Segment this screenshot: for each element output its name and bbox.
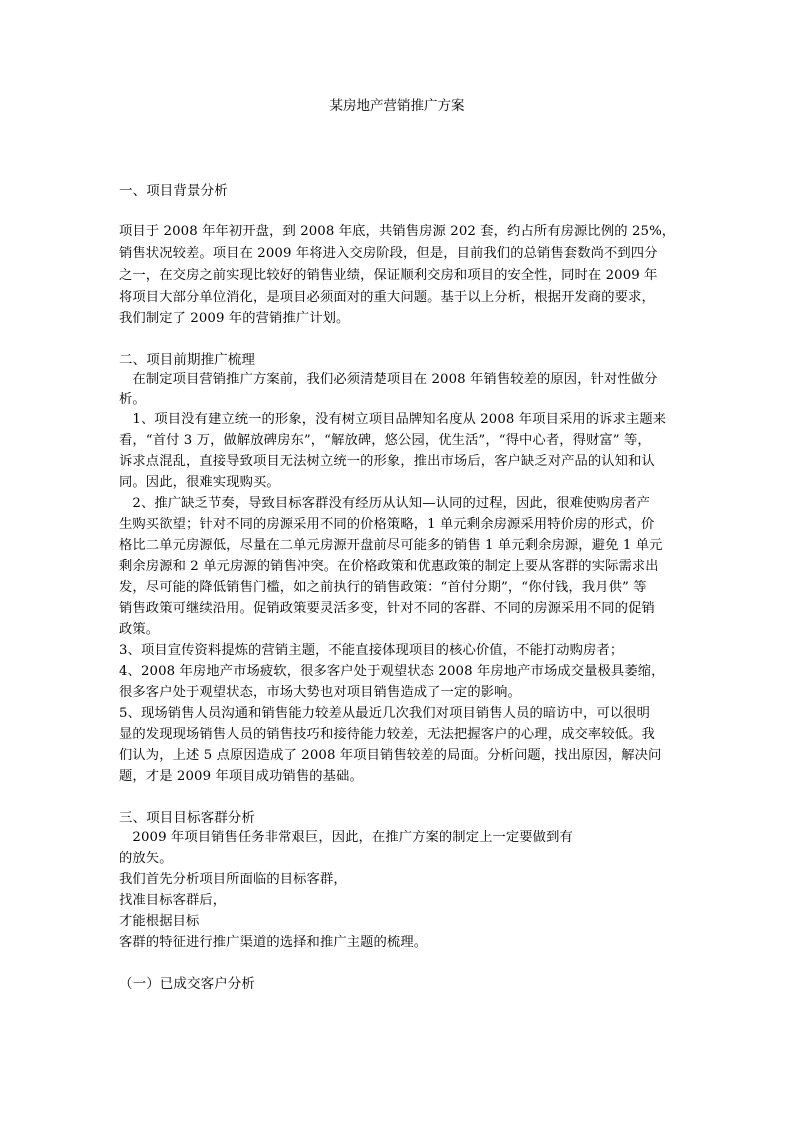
paragraph-line: 题，才是 2009 年项目成功销售的基础。 <box>119 769 363 784</box>
paragraph-line: 格比二单元房源低，尽量在二单元房源开盘前尽可能多的销售 1 单元剩余房源，避免 1 单元 <box>119 538 663 553</box>
paragraph-line: 的放矢。 <box>119 851 173 866</box>
paragraph-line: 销售政策可继续沿用。促销政策要灵活多变，针对不同的客群、不同的房源采用不同的促销 <box>119 601 655 616</box>
paragraph-line: 找准目标客群后， <box>119 893 227 908</box>
paragraph-line: 3、项目宣传资料提炼的营销主题，不能直接体现项目的核心价值，不能打动购房者； <box>119 643 624 658</box>
paragraph-line: 2、推广缺乏节奏，导致目标客群没有经历从认知—认同的过程，因此，很难使购房者产 <box>119 496 651 511</box>
paragraph-line: 发，尽可能的降低销售门槛，如之前执行的销售政策：“首付分期”，“你付钱，我月供” 等 <box>119 580 647 595</box>
paragraph-line: 显的发现现场销售人员的销售技巧和接待能力较差，无法把握客户的心理，成交率较低。我 <box>119 727 655 742</box>
section-heading-background: 一、项目背景分析 <box>119 183 228 199</box>
paragraph-line: 1、项目没有建立统一的形象，没有树立项目品牌知名度从 2008 年项目采用的诉求主题来 <box>119 412 667 427</box>
paragraph-line: 剩余房源和 2 单元房源的销售冲突。在价格政策和优惠政策的制定上要从客群的实际需求出 <box>119 559 659 574</box>
paragraph-line: 之一，在交房之前实现比较好的销售业绩，保证顺利交房和项目的安全性，同时在 2009 年 <box>119 268 658 283</box>
paragraph-line: 诉求点混乱，直接导致项目无法树立统一的形象，推出市场后，客户缺乏对产品的认知和认 <box>119 454 655 469</box>
paragraph-line: 政策。 <box>119 622 160 637</box>
paragraph-line: 生购买欲望；针对不同的房源采用不同的价格策略，1 单元剩余房源采用特价房的形式，价 <box>119 517 655 532</box>
paragraph-line: 我们制定了 2009 年的营销推广计划。 <box>119 311 350 326</box>
paragraph-line: 2009 年项目销售任务非常艰巨，因此，在推广方案的制定上一定要做到有 <box>119 830 573 845</box>
paragraph-line: 析。 <box>119 392 146 407</box>
section-heading-target-customers: 三、项目目标客群分析 <box>119 810 255 826</box>
paragraph-line: 才能根据目标 <box>119 914 200 929</box>
paragraph-line: 将项目大部分单位消化，是项目必须面对的重大问题。基于以上分析，根据开发商的要求， <box>119 290 655 305</box>
paragraph-line: 在制定项目营销推广方案前，我们必须清楚项目在 2008 年销售较差的原因，针对性做分 <box>119 372 658 387</box>
paragraph-line: 4、2008 年房地产市场疲软，很多客户处于观望状态 2008 年房地产市场成交量极具萎缩， <box>119 664 665 679</box>
paragraph-line: 客群的特征进行推广渠道的选择和推广主题的梳理。 <box>119 935 428 950</box>
paragraph-line: 同。因此，很难实现购买。 <box>119 475 280 490</box>
document-title: 某房地产营销推广方案 <box>329 98 465 114</box>
paragraph-line: 很多客户处于观望状态，市场大势也对项目销售造成了一定的影响。 <box>119 685 521 700</box>
paragraph-line: 项目于 2008 年年初开盘，到 2008 年底，共销售房源 202 套，约占所有房源比例的 25%， <box>119 224 676 239</box>
paragraph-line: 5、现场销售人员沟通和销售能力较差从最近几次我们对项目销售人员的暗访中，可以很明 <box>119 706 651 721</box>
paragraph-line: 我们首先分析项目所面临的目标客群， <box>119 872 347 887</box>
paragraph-line: 看，“首付 3 万，做解放碑房东”，“解放碑，悠公园，优生活”，“得中心者，得财富” 等， <box>119 433 651 448</box>
subsection-heading-closed-customers: （一）已成交客户分析 <box>119 976 255 992</box>
paragraph-line: 销售状况较差。项目在 2009 年将进入交房阶段，但是，目前我们的总销售套数尚不到四分 <box>119 246 658 261</box>
section-heading-promotion-review: 二、项目前期推广梳理 <box>119 352 255 368</box>
paragraph-line: 们认为，上述 5 点原因造成了 2008 年项目销售较差的局面。分析问题，找出原因，解决问 <box>119 748 662 763</box>
